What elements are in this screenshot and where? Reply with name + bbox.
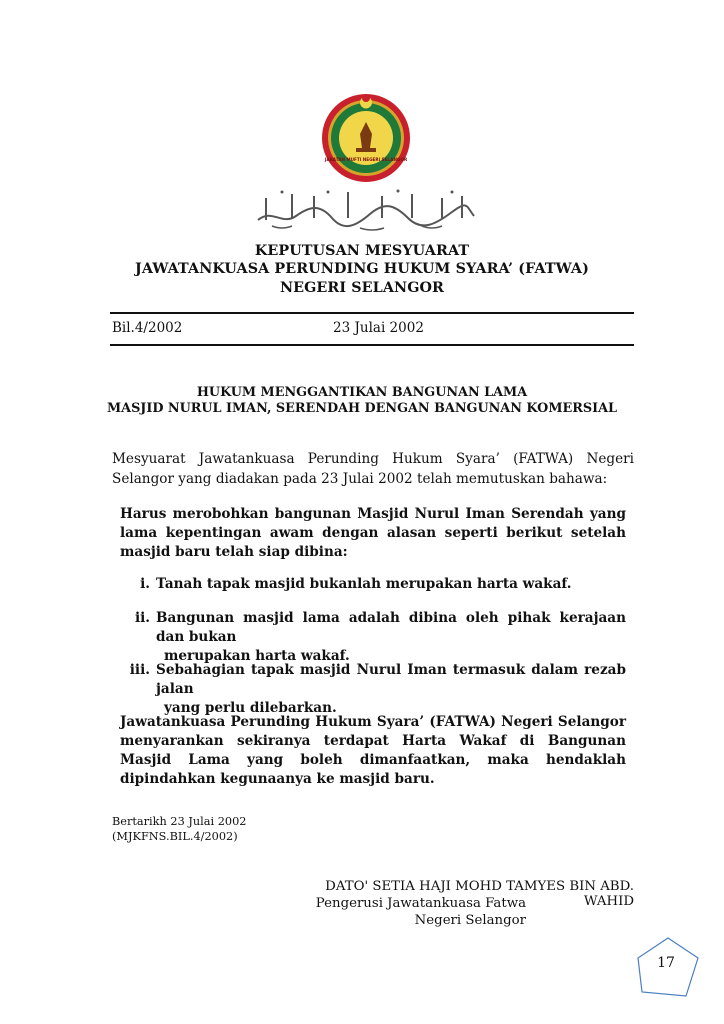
bottom-divider <box>110 344 634 346</box>
signatory-state: Negeri Selangor <box>414 913 526 928</box>
list-item-line: yang perlu dilebarkan. <box>164 700 337 716</box>
closing-paragraph: Jawatankuasa Perunding Hukum Syara’ (FATWA) Negeri Selangor menyarankan sekiranya terdapat Harta Wakaf di Bangunan Masjid Lama yang boleh dimanfaatkan, maka hendaklah dipindahkan kegunaanya ke masjid baru. <box>120 714 626 787</box>
dated-line: Bertarikh 23 Julai 2002 <box>112 815 247 828</box>
signatory-name: DATO' SETIA HAJI MOHD TAMYES BIN ABD. WAHID <box>325 879 634 909</box>
list-item-text <box>156 575 626 594</box>
reference-number: (MJKFNS.BIL.4/2002) <box>112 830 238 843</box>
ruling-paragraph: Harus merobohkan bangunan Masjid Nurul Iman Serendah yang lama kepentingan awam dengan alasan seperti berikut setelah masjid baru telah siap dibina: <box>120 506 626 560</box>
meeting-date: 23 Julai 2002 <box>333 320 424 336</box>
bil-number: Bil.4/2002 <box>112 320 183 336</box>
list-item <box>120 575 626 595</box>
list-item-text <box>156 609 626 666</box>
page-number: 17 <box>657 955 675 971</box>
intro-paragraph: Mesyuarat Jawatankuasa Perunding Hukum Syara’ (FATWA) Negeri Selangor yang diadakan pada 23 Julai 2002 telah memutuskan bahawa: <box>112 451 634 487</box>
list-item-line: merupakan harta wakaf. <box>164 648 350 664</box>
list-item-line: Bangunan masjid lama adalah dibina oleh pihak kerajaan dan bukan <box>156 610 626 645</box>
header-line-3: NEGERI SELANGOR <box>279 280 445 296</box>
arabic-calligraphy-logo <box>252 186 478 232</box>
list-item-number: ii. <box>134 610 150 626</box>
title-line-2: MASJID NURUL IMAN, SERENDAH DENGAN BANGUNAN KOMERSIAL <box>106 401 618 416</box>
jabatan-mufti-seal-logo <box>318 88 414 184</box>
list-item-number: i. <box>140 576 150 592</box>
list-item <box>120 661 626 716</box>
list-item-line: Sebahagian tapak masjid Nurul Iman termasuk dalam rezab jalan <box>156 662 626 697</box>
list-item <box>120 609 626 664</box>
header-line-2: JAWATANKUASA PERUNDING HUKUM SYARA’ (FATWA) <box>135 261 589 277</box>
top-divider <box>110 312 634 314</box>
list-item-number: iii. <box>129 662 150 678</box>
header-line-1: KEPUTUSAN MESYUARAT <box>254 243 470 259</box>
list-item-text <box>156 661 626 718</box>
list-item-line: Tanah tapak masjid bukanlah merupakan harta wakaf. <box>156 576 572 592</box>
seal-text: JABATAN MUFTI NEGERI SELANGOR <box>324 157 408 162</box>
signatory-role: Pengerusi Jawatankuasa Fatwa <box>315 896 526 911</box>
title-line-1: HUKUM MENGGANTIKAN BANGUNAN LAMA <box>196 385 528 400</box>
